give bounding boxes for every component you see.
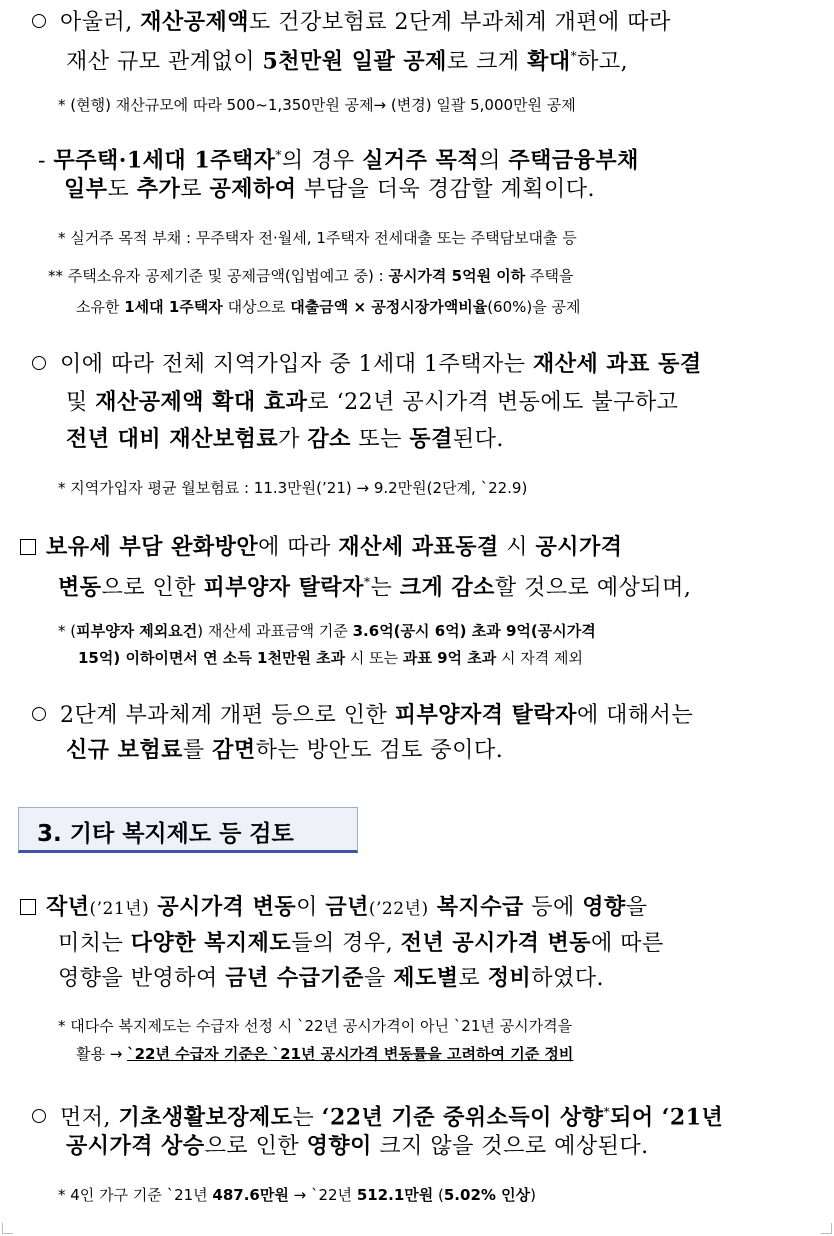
paragraph-4-line-2: 변동으로 인한 피부양자 탈락자*는 크게 감소할 것으로 예상되며,	[58, 574, 692, 601]
paragraph-2-line-1: - 무주택·1세대 1주택자*의 경우 실거주 목적의 주택금융부채	[38, 147, 639, 174]
corner-mark	[821, 1223, 832, 1234]
note-3-line-1: ** 주택소유자 공제기준 및 공제금액(입법예고 중) : 공시가격 5억원 이하 주택을	[48, 267, 574, 285]
note-5-line-2: 15억) 이하이면서 연 소득 1천만원 초과 시 또는 과표 9억 초과 시 자격 제외	[78, 649, 584, 667]
paragraph-7-line-2: 공시가격 상승으로 인한 영향이 크지 않을 것으로 예상된다.	[66, 1133, 649, 1159]
note-6-line-1: * 대다수 복지제도는 수급자 선정 시 `22년 공시가격이 아닌 `21년 공시가격을	[58, 1017, 573, 1035]
note-1: * (현행) 재산규모에 따라 500~1,350만원 공제→ (변경) 일괄 5,000만원 공제	[58, 96, 576, 114]
paragraph-3-line-3: 전년 대비 재산보험료가 감소 또는 동결된다.	[66, 426, 504, 452]
note-7: * 4인 가구 기준 `21년 487.6만원 → `22년 512.1만원 (5.02% 인상)	[58, 1186, 536, 1204]
paragraph-4-line-1: 보유세 부담 완화방안에 따라 재산세 과표동결 시 공시가격	[20, 532, 623, 563]
paragraph-5-line-2: 신규 보험료를 감면하는 방안도 검토 중이다.	[66, 737, 504, 763]
corner-mark	[2, 1223, 13, 1234]
section-header	[18, 807, 358, 853]
paragraph-1-line-2: 재산 규모 관계없이 5천만원 일괄 공제로 크게 확대*하고,	[66, 48, 629, 75]
paragraph-1-line-1: 아울러, 재산공제액도 건강보험료 2단계 부과체계 개편에 따라	[32, 7, 671, 38]
paragraph-2-line-2: 일부도 추가로 공제하여 부담을 더욱 경감할 계획이다.	[64, 176, 596, 202]
paragraph-6-line-3: 영향을 반영하여 금년 수급기준을 제도별로 정비하였다.	[58, 965, 604, 991]
square-bullet-icon	[20, 539, 36, 555]
section-title: 3. 기타 복지제도 등 검토	[37, 821, 294, 847]
paragraph-6-line-2: 미치는 다양한 복지제도들의 경우, 전년 공시가격 변동에 따른	[58, 930, 664, 956]
paragraph-5-line-1: 2단계 부과체계 개편 등으로 인한 피부양자격 탈락자에 대해서는	[32, 700, 693, 731]
paragraph-3-line-1: 이에 따라 전체 지역가입자 중 1세대 1주택자는 재산세 과표 동결	[32, 349, 702, 380]
circle-bullet-icon	[32, 707, 46, 721]
circle-bullet-icon	[32, 14, 46, 28]
paragraph-7-line-1: 먼저, 기초생활보장제도는 ‘22년 기준 중위소득이 상향*되어 ‘21년	[32, 1097, 723, 1133]
note-4: * 지역가입자 평균 월보험료 : 11.3만원(’21) → 9.2만원(2단계, `22.9)	[58, 479, 528, 497]
paragraph-3-line-2: 및 재산공제액 확대 효과로 ‘22년 공시가격 변동에도 불구하고	[66, 389, 679, 415]
paragraph-6-line-1: 작년(’21년) 공시가격 변동이 금년(’22년) 복지수급 등에 영향을	[20, 892, 648, 924]
square-bullet-icon	[20, 899, 36, 915]
note-5-line-1: * (피부양자 제외요건) 재산세 과표금액 기준 3.6억(공시 6억) 초과 9억(공시가격	[58, 622, 596, 640]
circle-bullet-icon	[32, 356, 46, 370]
note-2: * 실거주 목적 부채 : 무주택자 전·월세, 1주택자 전세대출 또는 주택담보대출 등	[58, 229, 577, 247]
note-3-line-2: 소유한 1세대 1주택자 대상으로 대출금액 × 공정시장가액비율(60%)을 공제	[76, 298, 581, 316]
note-6-line-2: 활용 → `22년 수급자 기준은 `21년 공시가격 변동률을 고려하여 기준 정비	[76, 1045, 574, 1063]
circle-bullet-icon	[32, 1109, 46, 1123]
